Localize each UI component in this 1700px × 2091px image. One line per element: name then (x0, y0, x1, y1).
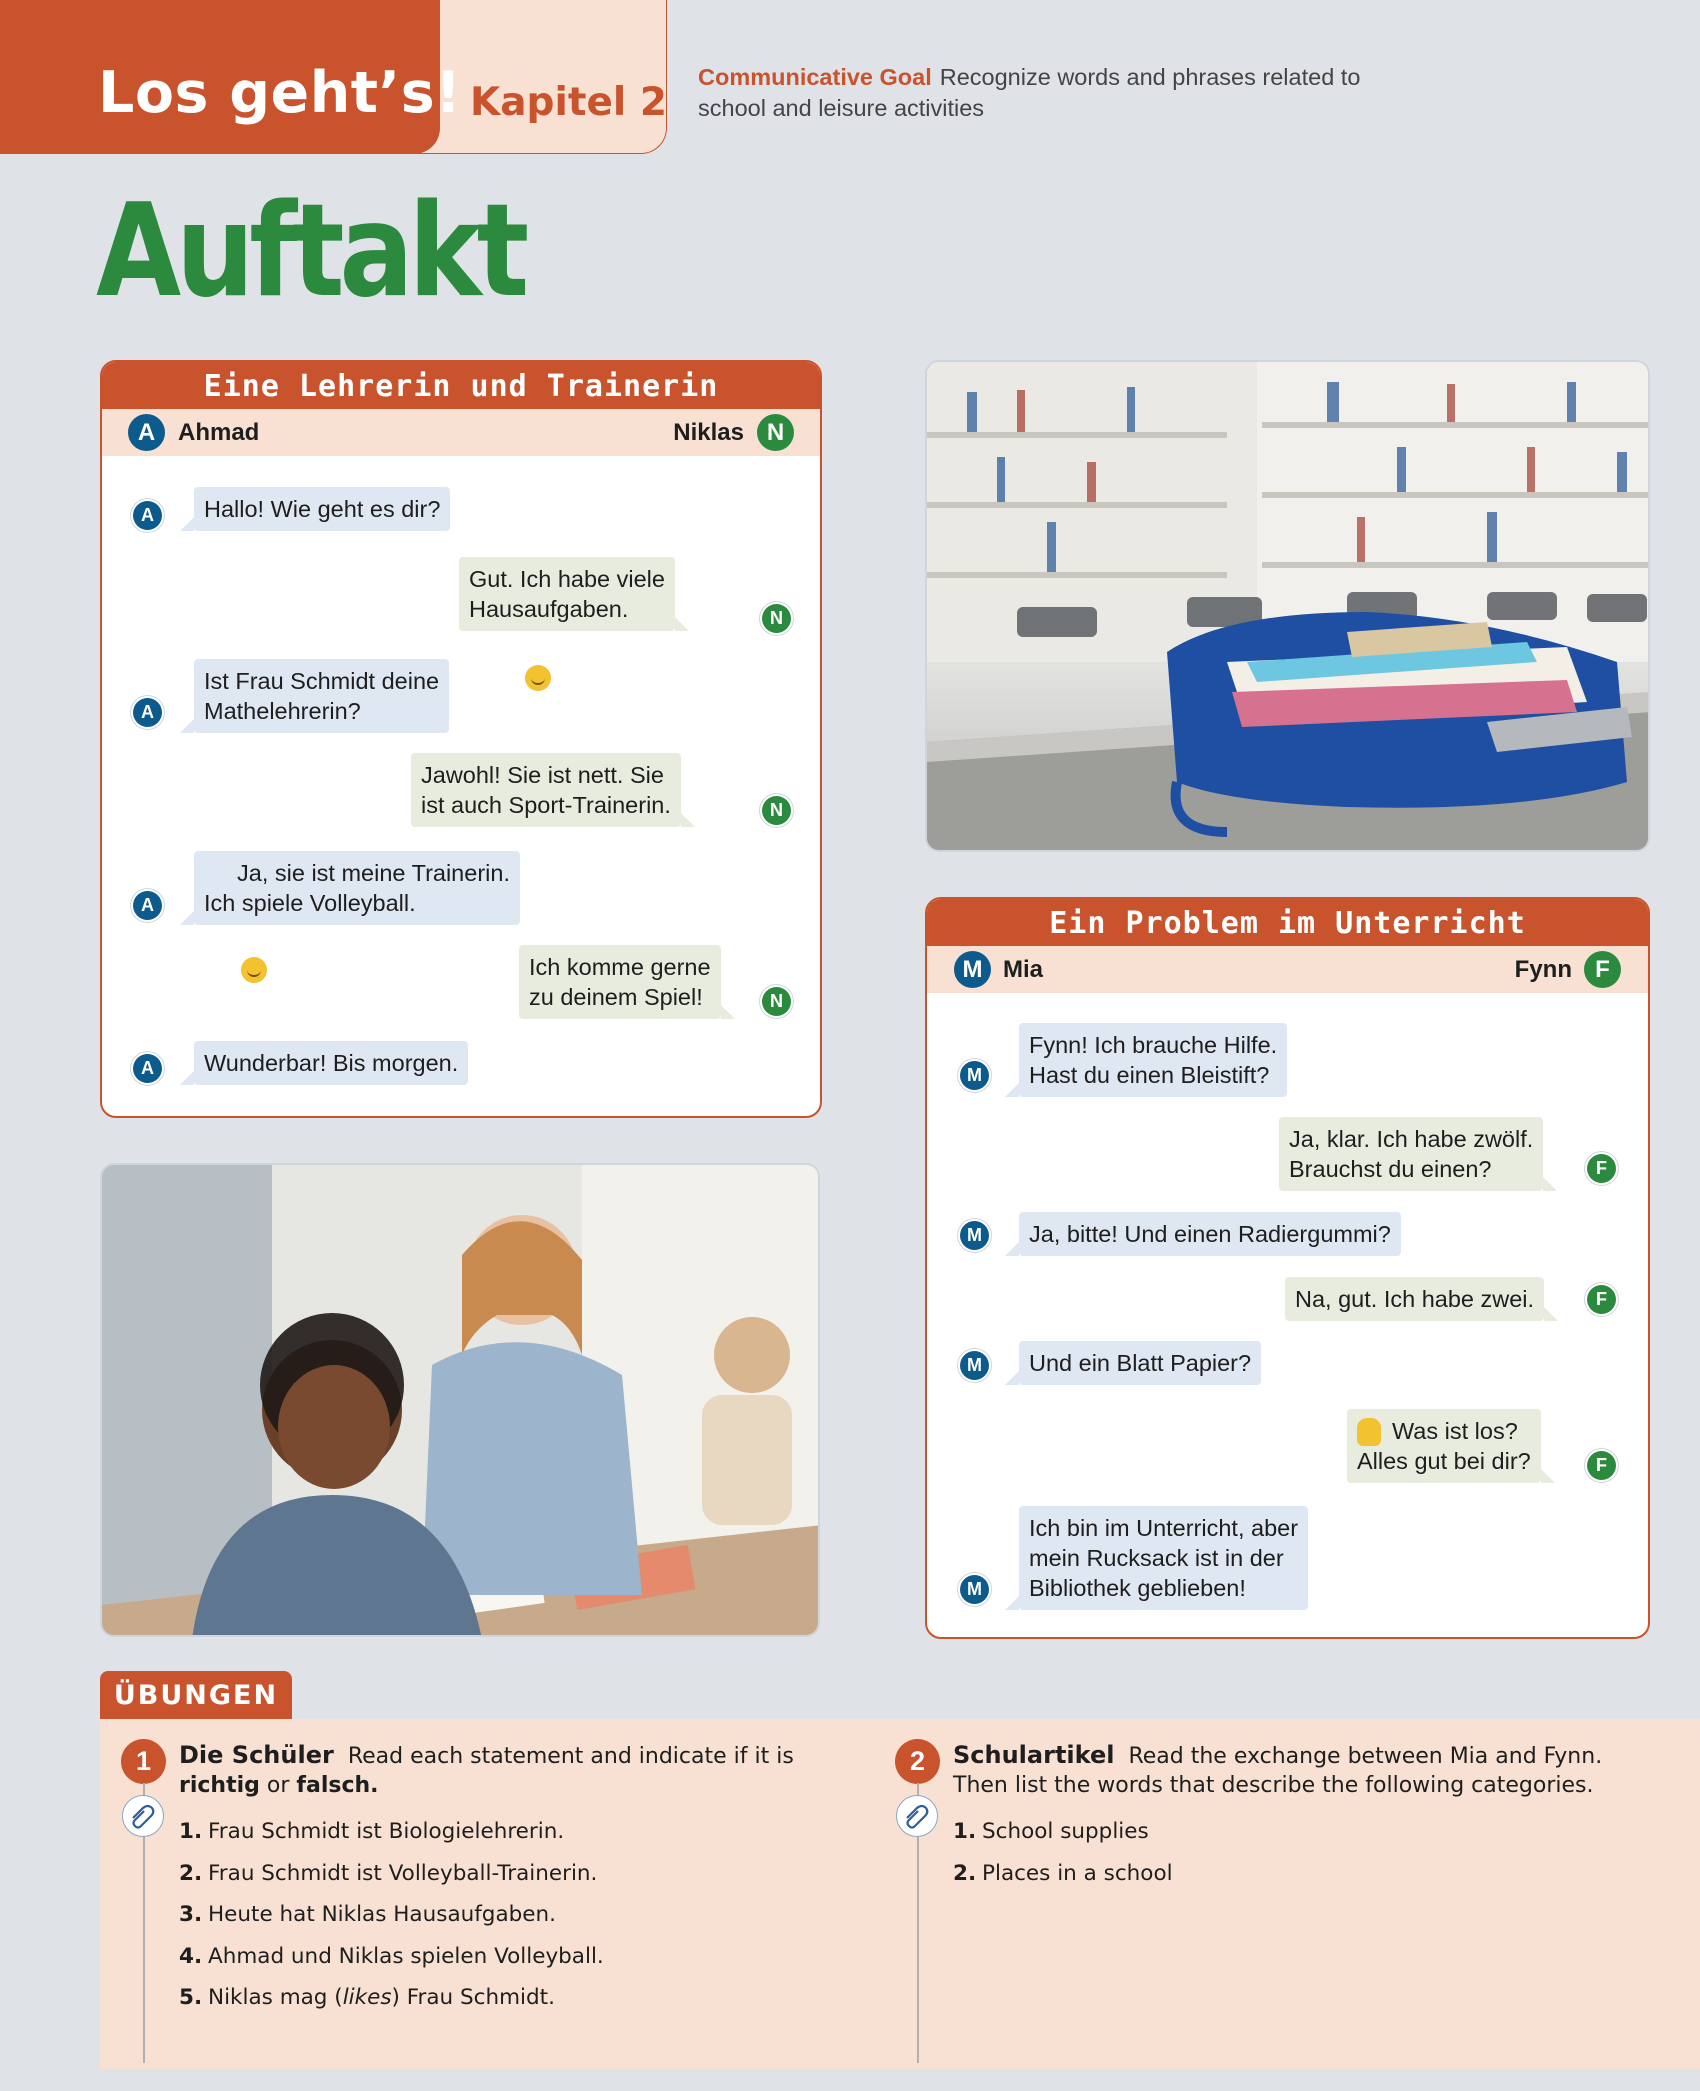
bubble-line: Gut. Ich habe viele (469, 566, 665, 592)
mia-badge-icon: M (960, 1575, 989, 1604)
fynn-badge-icon: F (1587, 1154, 1616, 1183)
mia-avatar-icon: M (954, 951, 991, 988)
ahmad-badge-icon: A (133, 698, 162, 727)
bubble-line: Ist Frau Schmidt deine (204, 668, 440, 694)
chat1-right-name: Niklas (673, 419, 744, 446)
chat-bubble (1019, 1212, 1401, 1256)
fynn-avatar-icon: F (1584, 951, 1621, 988)
bubble-line: Ich bin im Unterricht, aber (1029, 1515, 1299, 1541)
exercises-tab: ÜBUNGEN (100, 1671, 292, 1719)
bubble-line: Hallo! Wie geht es dir? (204, 496, 441, 522)
library-illustration (927, 362, 1650, 852)
bubble-line: Fynn! Ich brauche Hilfe. (1029, 1032, 1278, 1058)
teacher-student-photo (100, 1163, 820, 1637)
chat2-heading: Ein Problem im Unterricht (927, 899, 1648, 946)
list-item: 5. Niklas mag (likes) Frau Schmidt. (179, 1985, 555, 2010)
bubble-line: Alles gut bei dir? (1357, 1448, 1531, 1474)
bubble-line: mein Rucksack ist in der (1029, 1545, 1284, 1571)
exercises-area (100, 1719, 1700, 2069)
exercise-1-number: 1 (121, 1739, 166, 1784)
bubble-line: Na, gut. Ich habe zwei. (1295, 1286, 1535, 1312)
chat-panel-2 (925, 897, 1650, 1639)
chat-bubble (194, 851, 520, 925)
list-item: 1. School supplies (953, 1819, 1149, 1844)
bubble-line: Ja, bitte! Und einen Radiergummi? (1029, 1221, 1391, 1247)
mia-badge-icon: M (960, 1221, 989, 1250)
chat2-participants (927, 946, 1648, 993)
mia-badge-icon: M (960, 1351, 989, 1380)
chat1-left-name: Ahmad (178, 419, 260, 446)
exercise-1-list (179, 1817, 819, 2025)
niklas-badge-icon: N (762, 796, 791, 825)
pointing-hand-icon (1357, 1418, 1381, 1446)
ahmad-badge-icon: A (133, 1054, 162, 1083)
smiling-emoji-icon (525, 665, 551, 691)
exercise-2-number: 2 (895, 1739, 940, 1784)
bubble-line: Ich komme gerne (529, 954, 711, 980)
page-title: Auftakt (96, 177, 525, 326)
niklas-badge-icon: N (762, 604, 791, 633)
chapter-label: Kapitel 2 (470, 80, 667, 125)
bubble-line: ist auch Sport-Trainerin. (421, 792, 671, 818)
bubble-line: Ja, sie ist meine Trainerin. (237, 860, 510, 886)
chat-bubble (1019, 1341, 1261, 1385)
fynn-badge-icon: F (1587, 1285, 1616, 1314)
bubble-line: Bibliothek geblieben! (1029, 1575, 1246, 1601)
list-item: 2. Places in a school (953, 1860, 1173, 1886)
chat-bubble (194, 1041, 468, 1085)
chat-bubble (519, 945, 721, 1019)
bubble-line: Ich spiele Volleyball. (204, 890, 416, 916)
goal-label: Communicative Goal (698, 64, 932, 90)
exercise-2-title: Schulartikel (953, 1741, 1115, 1769)
ahmad-avatar-icon: A (128, 414, 165, 451)
exercise-2-list (953, 1817, 1553, 1900)
bubble-line: Brauchst du einen? (1289, 1156, 1492, 1182)
niklas-avatar-icon: N (757, 414, 794, 451)
chat1-heading: Eine Lehrerin und Trainerin (102, 362, 820, 409)
mia-badge-icon: M (960, 1061, 989, 1090)
chat-bubble (194, 659, 449, 733)
list-item: 3. Heute hat Niklas Hausaufgaben. (179, 1902, 556, 1927)
chat-bubble (459, 557, 675, 631)
brand-title: Los geht’s! (98, 60, 462, 126)
niklas-badge-icon: N (762, 987, 791, 1016)
bubble-line: zu deinem Spiel! (529, 984, 703, 1010)
chat-bubble (411, 753, 681, 827)
grinning-emoji-icon (241, 957, 267, 983)
communicative-goal (698, 62, 1398, 124)
library-backpack-photo (925, 360, 1650, 852)
chat2-right-name: Fynn (1514, 956, 1572, 983)
chat-bubble (1279, 1117, 1543, 1191)
list-item: 1. Frau Schmidt ist Biologielehrerin. (179, 1819, 565, 1844)
fynn-badge-icon: F (1587, 1451, 1616, 1480)
chat-bubble (1285, 1277, 1544, 1321)
classroom-illustration (102, 1165, 820, 1637)
exercise-1-title: Die Schüler (179, 1741, 334, 1769)
paperclip-icon[interactable] (122, 1795, 164, 1837)
goal-text: Recognize words and phrases related to school and leisure activities (698, 64, 1361, 121)
bubble-line: Hausaufgaben. (469, 596, 629, 622)
bubble-line: Ja, klar. Ich habe zwölf. (1289, 1126, 1534, 1152)
list-item: 4. Ahmad und Niklas spielen Volleyball. (179, 1943, 604, 1969)
chat-bubble (1019, 1023, 1287, 1097)
exercise-2-instructions: Schulartikel Read the exchange between Mia and Fynn. Then list the words that describe the following categories. (953, 1741, 1603, 1798)
chat-panel-1 (100, 360, 822, 1118)
paperclip-icon[interactable] (896, 1795, 938, 1837)
chat-bubble (194, 487, 450, 531)
ahmad-badge-icon: A (133, 501, 162, 530)
bubble-line: Hast du einen Bleistift? (1029, 1062, 1270, 1088)
chat-bubble (1019, 1506, 1308, 1610)
list-item: 2. Frau Schmidt ist Volleyball-Trainerin. (179, 1860, 598, 1886)
ahmad-badge-icon: A (133, 891, 162, 920)
bubble-line: Was ist los? (1392, 1418, 1518, 1444)
bubble-line: Wunderbar! Bis morgen. (204, 1050, 459, 1076)
chat2-left-name: Mia (1003, 956, 1044, 983)
bubble-line: Mathelehrerin? (204, 698, 361, 724)
bubble-line: Und ein Blatt Papier? (1029, 1350, 1252, 1376)
bubble-line: Jawohl! Sie ist nett. Sie (421, 762, 664, 788)
chat1-participants (102, 409, 820, 456)
exercise-1-instructions: Die Schüler Read each statement and indicate if it is richtig or falsch. (179, 1741, 794, 1798)
